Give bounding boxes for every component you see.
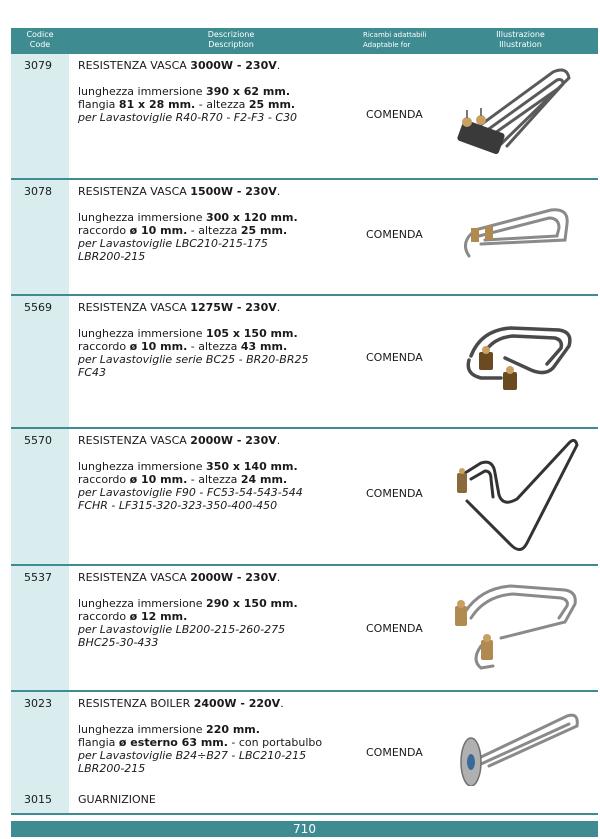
product-description: RESISTENZA BOILER 2400W - 220V. lunghezza immersione 220 mm. flangia ø esterno 63 mm. - con portabulbo per Lavastoviglie B24÷B27 - LBC210-215 LBR200-215 <box>78 697 323 775</box>
heating-element-icon <box>441 60 581 170</box>
adaptable-brand: COMENDA <box>366 487 423 500</box>
product-description-extra: GUARNIZIONE <box>78 793 156 806</box>
product-description: RESISTENZA VASCA 1275W - 230V. lunghezza immersione 105 x 150 mm. raccordo ø 10 mm. - altezza 43 mm. per Lavastoviglie serie BC25 - BR20-BR25 FC43 <box>78 301 309 379</box>
heating-element-icon <box>441 576 581 684</box>
adaptable-brand: COMENDA <box>366 108 423 121</box>
product-code-extra: 3015 <box>24 793 52 806</box>
heating-element-icon <box>441 200 581 270</box>
header-code: Codice Code <box>26 30 54 49</box>
adaptable-brand: COMENDA <box>366 351 423 364</box>
adaptable-brand: COMENDA <box>366 746 423 759</box>
product-code: 5569 <box>24 301 52 314</box>
table-row <box>11 692 598 815</box>
table-row <box>11 429 598 566</box>
table-row <box>11 54 598 180</box>
product-description: RESISTENZA VASCA 3000W - 230V. lunghezza immersione 390 x 62 mm. flangia 81 x 28 mm. - altezza 25 mm. per Lavastoviglie R40-R70 - F2-F3 - C30 <box>78 59 298 124</box>
product-code: 5537 <box>24 571 52 584</box>
adaptable-brand: COMENDA <box>366 228 423 241</box>
product-description: RESISTENZA VASCA 2000W - 230V. lunghezza immersione 350 x 140 mm. raccordo ø 10 mm. - altezza 24 mm. per Lavastoviglie F90 - FC53-54-543-544 FCHR - LF315-320-323-350-400-450 <box>78 434 303 512</box>
heating-element-icon <box>441 433 581 561</box>
header-illustration: Illustrazione Illustration <box>496 30 545 49</box>
table-row <box>11 296 598 429</box>
page-number: 710 <box>11 821 598 837</box>
product-code: 5570 <box>24 434 52 447</box>
product-code: 3079 <box>24 59 52 72</box>
product-description: RESISTENZA VASCA 2000W - 230V. lunghezza immersione 290 x 150 mm. raccordo ø 12 mm. per Lavastoviglie LB200-215-260-275 BHC25-30-433 <box>78 571 298 649</box>
adaptable-brand: COMENDA <box>366 622 423 635</box>
table-row <box>11 566 598 692</box>
header-description: Descrizione Description <box>207 30 255 49</box>
header-adaptable: Ricambi adattabili Adaptable for <box>363 31 427 49</box>
heating-element-icon <box>441 316 581 406</box>
product-code: 3023 <box>24 697 52 710</box>
table-header <box>11 28 598 54</box>
table-row <box>11 180 598 296</box>
product-description: RESISTENZA VASCA 1500W - 230V. lunghezza immersione 300 x 120 mm. raccordo ø 10 mm. - altezza 25 mm. per Lavastoviglie LBC210-215-175 LBR200-215 <box>78 185 298 263</box>
boiler-element-icon <box>441 706 581 786</box>
product-code: 3078 <box>24 185 52 198</box>
